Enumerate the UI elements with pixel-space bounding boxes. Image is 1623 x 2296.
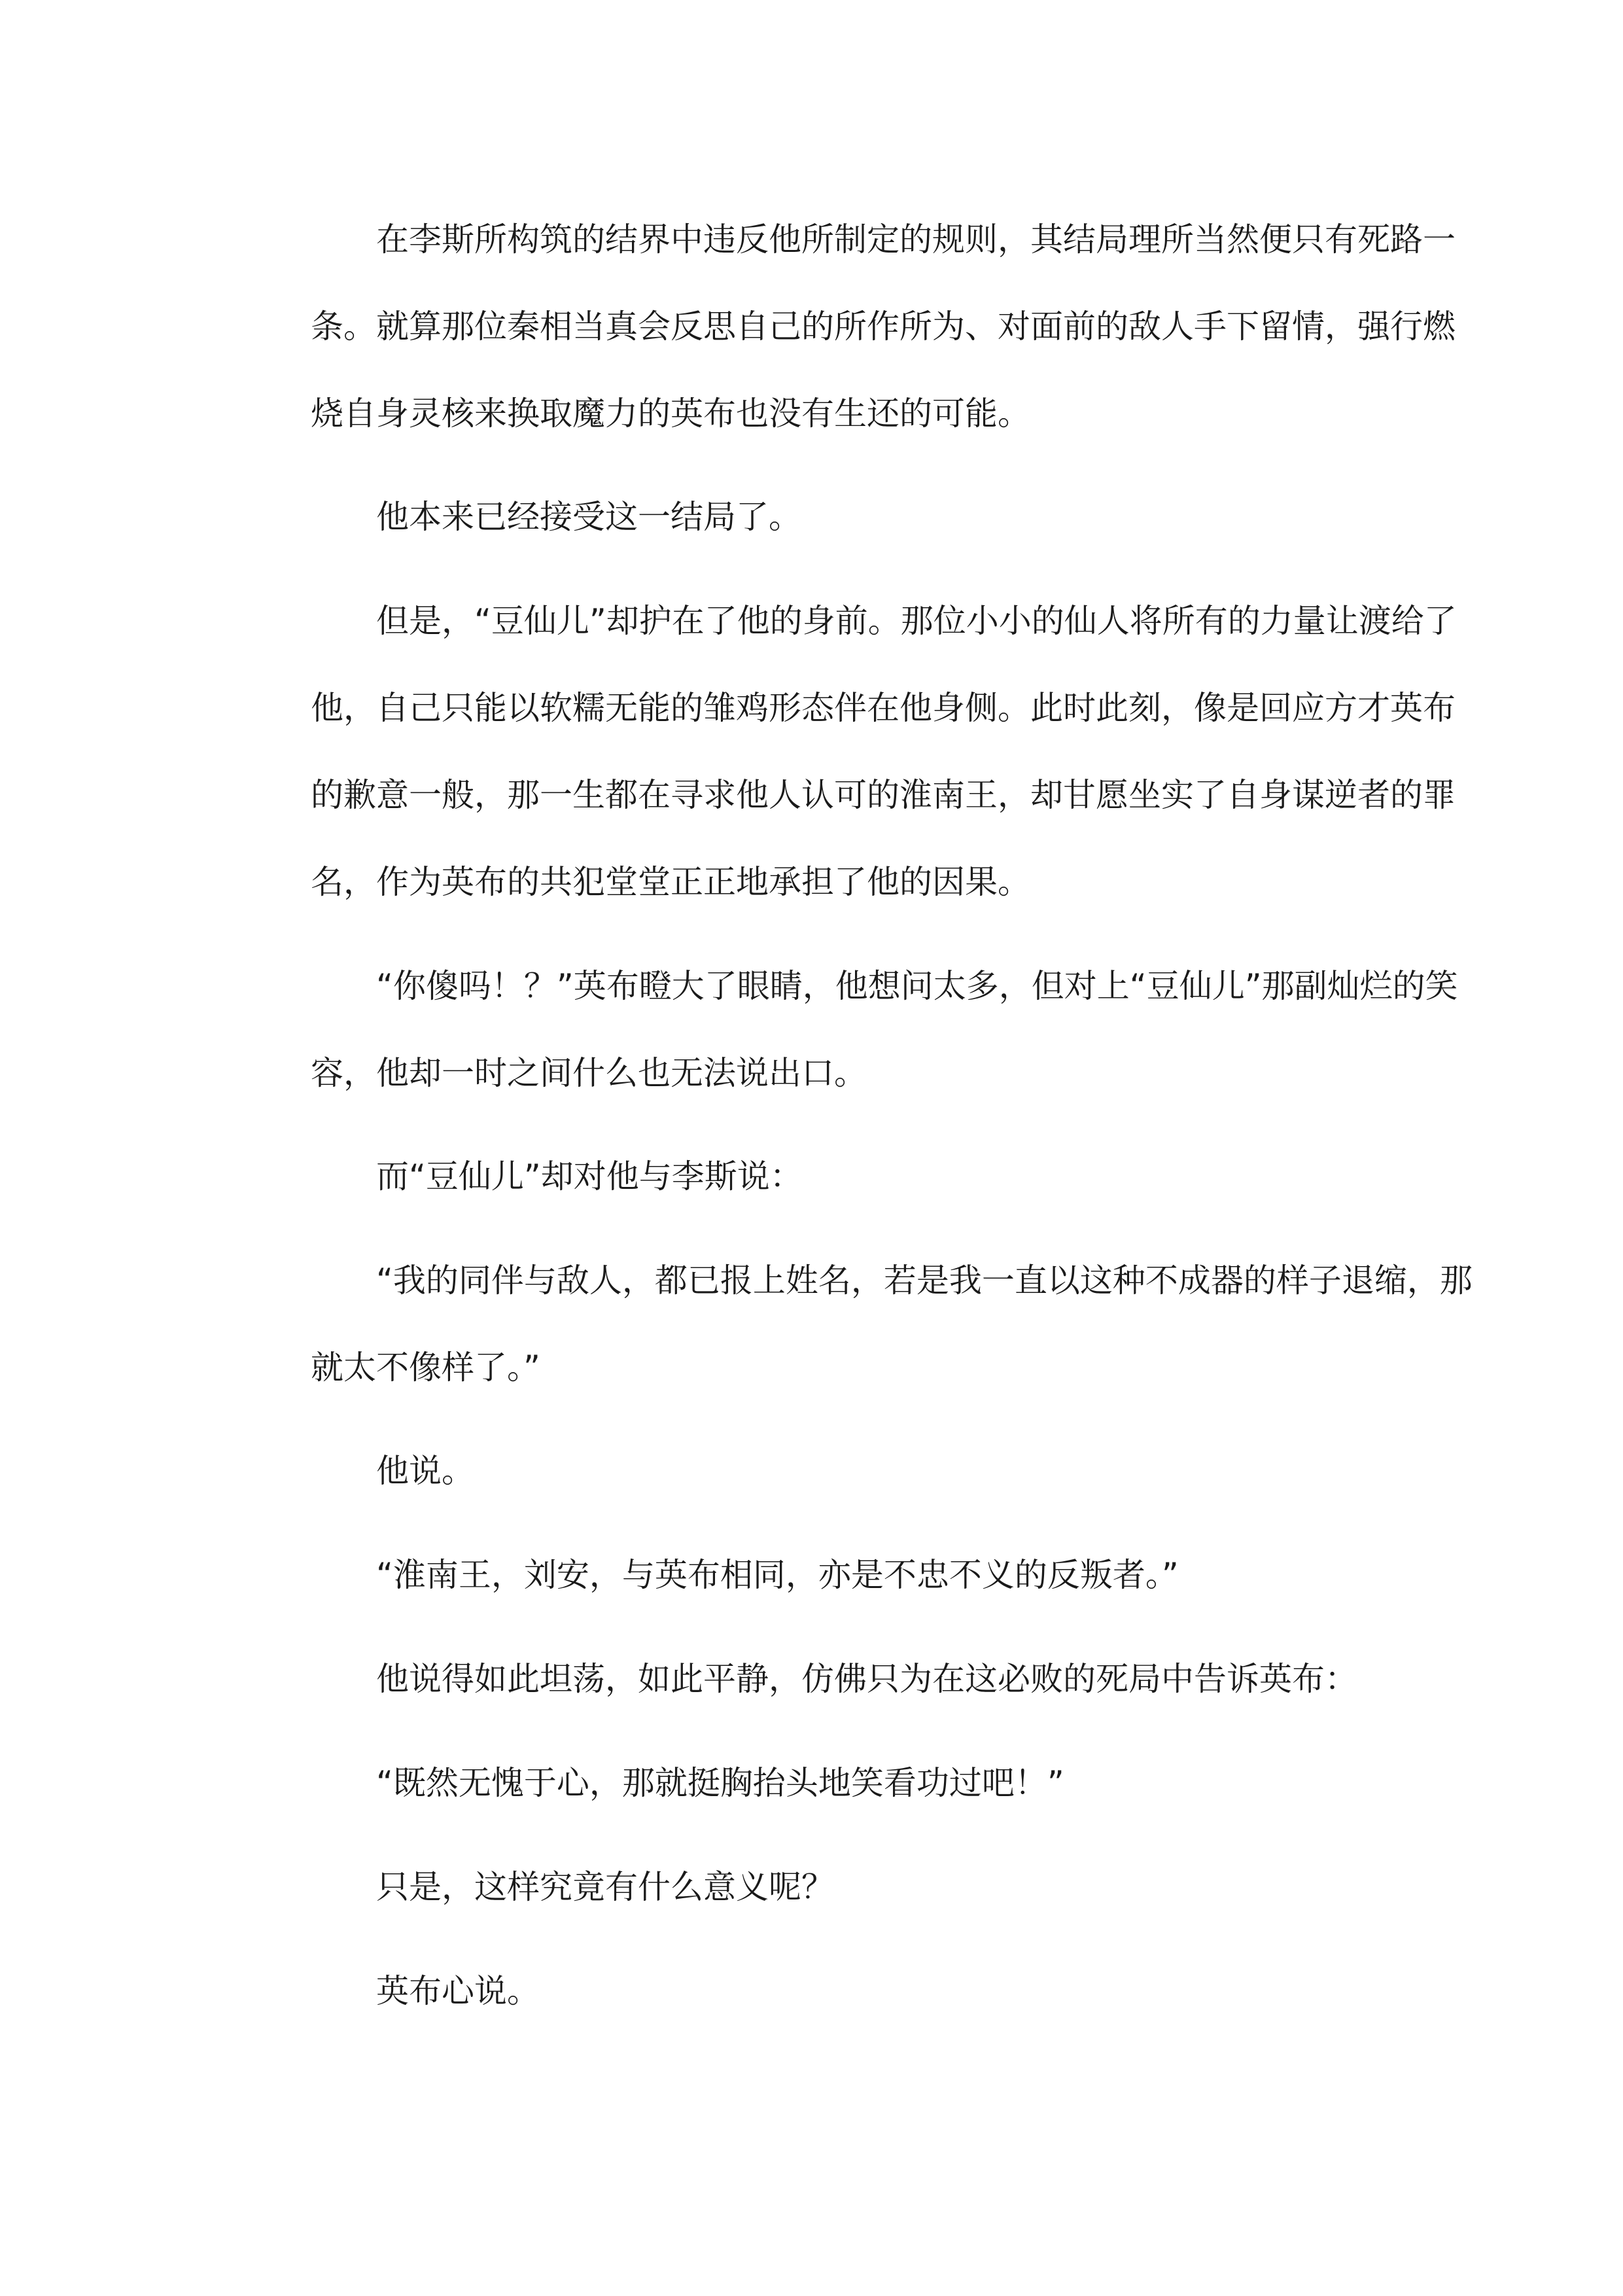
paragraph-1 — [245, 196, 1456, 457]
paragraph-line: 容，他却一时之间什么也无法说出口。 — [311, 1054, 867, 1092]
paragraph-line: 英布心说。 — [376, 1972, 540, 2010]
paragraph-11 — [245, 1844, 1397, 1931]
paragraph-12 — [245, 1948, 1397, 2035]
paragraph-3 — [245, 578, 1457, 926]
paragraph-8 — [245, 1532, 1397, 1619]
paragraph-10 — [245, 1740, 1397, 1827]
paragraph-line: 在李斯所构筑的结界中违反他所制定的规则，其结局理所当然便只有死路一 — [376, 221, 1456, 258]
paragraph-line: 他说。 — [376, 1452, 474, 1490]
paragraph-6 — [245, 1237, 1473, 1411]
paragraph-line: 只是，这样究竟有什么意义呢？ — [376, 1868, 834, 1906]
paragraph-2 — [245, 474, 1397, 561]
paragraph-line: 而“豆仙儿”却对他与李斯说： — [376, 1157, 803, 1195]
paragraph-line: “既然无愧于心，那就挺胸抬头地笑看功过吧！” — [376, 1764, 1064, 1802]
paragraph-7 — [245, 1428, 1397, 1515]
paragraph-line: 名，作为英布的共犯堂堂正正地承担了他的因果。 — [311, 863, 1030, 901]
paragraph-line: 的歉意一般，那一生都在寻求他人认可的淮南王，却甘愿坐实了自身谋逆者的罪 — [311, 776, 1456, 814]
paragraph-line: 他说得如此坦荡，如此平静，仿佛只为在这必败的死局中告诉英布： — [376, 1660, 1357, 1698]
paragraph-line: “我的同伴与敌人，都已报上姓名，若是我一直以这种不成器的样子退缩，那 — [376, 1262, 1473, 1299]
paragraph-4 — [245, 943, 1458, 1117]
paragraph-9 — [245, 1636, 1397, 1723]
paragraph-line: 他本来已经接受这一结局了。 — [376, 498, 801, 536]
paragraph-line: 烧自身灵核来换取魔力的英布也没有生还的可能。 — [311, 395, 1030, 433]
paragraph-line: “你傻吗！？”英布瞪大了眼睛，他想问太多，但对上“豆仙儿”那副灿烂的笑 — [376, 967, 1458, 1005]
paragraph-5 — [245, 1133, 1397, 1220]
paragraph-line: 条。就算那位秦相当真会反思自己的所作所为、对面前的敌人手下留情，强行燃 — [311, 308, 1456, 345]
paragraph-line: 但是，“豆仙儿”却护在了他的身前。那位小小的仙人将所有的力量让渡给了 — [376, 602, 1457, 640]
paragraph-line: 就太不像样了。” — [311, 1349, 540, 1386]
paragraph-line: 他，自己只能以软糯无能的雏鸡形态伴在他身侧。此时此刻，像是回应方才英布 — [311, 689, 1456, 727]
paragraph-line: “淮南王，刘安，与英布相同，亦是不忠不义的反叛者。” — [376, 1556, 1179, 1594]
